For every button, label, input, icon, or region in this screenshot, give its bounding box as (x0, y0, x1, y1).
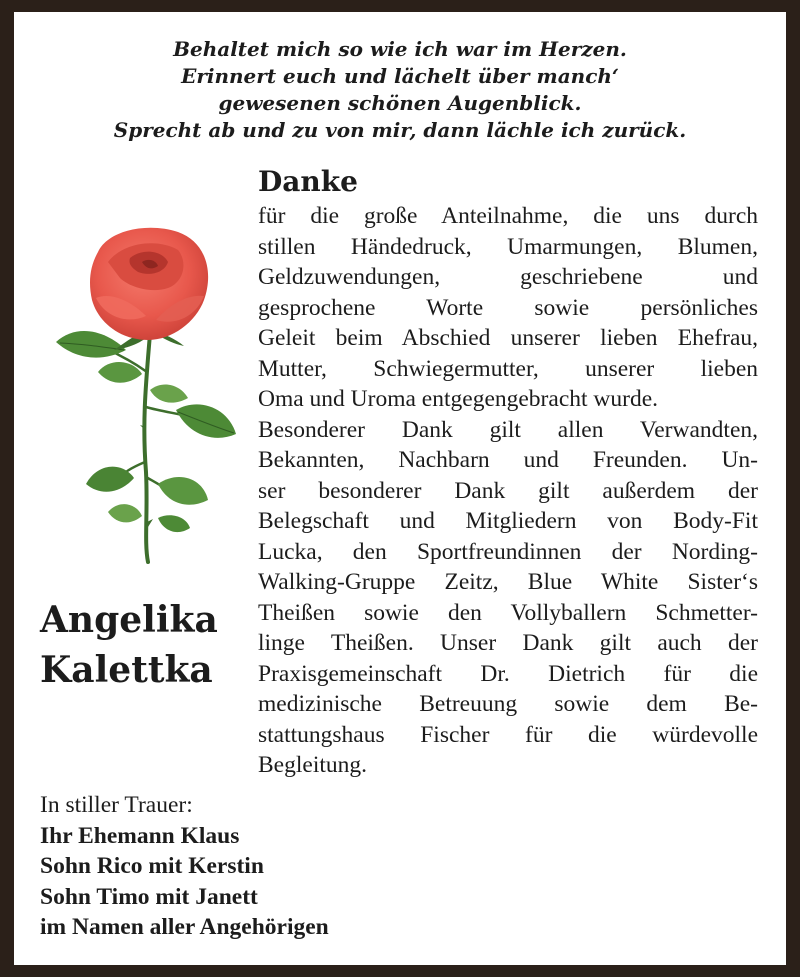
memorial-poem (14, 36, 786, 144)
mourner-name: im Namen aller Angehörigen (40, 914, 329, 940)
deceased-first-name: Angelika (40, 599, 218, 641)
text-line: Praxisgemeinschaft Dr. Dietrich für die (258, 660, 758, 687)
poem-line: gewesenen schönen Augenblick. (218, 91, 582, 115)
text-line: stillen Händedruck, Umarmungen, Blumen, (258, 233, 758, 260)
text-line: Besonderer Dank gilt allen Verwandten, (258, 416, 758, 443)
poem-line: Sprecht ab und zu von mir, dann lächle ich zurück. (113, 118, 687, 142)
text-line: linge Theißen. Unser Dank gilt auch der (258, 630, 758, 656)
text-line: Belegschaft und Mitgliedern von Body-Fit (258, 508, 758, 534)
rose-icon (38, 222, 238, 572)
deceased-last-name: Kalettka (40, 649, 213, 691)
text-line: Theißen sowie den Vollyballern Schmetter- (258, 599, 758, 626)
text-line: gesprochene Worte sowie persönliches (258, 294, 758, 321)
text-line: Oma und Uroma entgegengebracht wurde. (258, 386, 659, 412)
text-line: Bekannten, Nachbarn und Freunden. Un- (258, 447, 758, 473)
text-line: medizinische Betreuung sowie dem Be- (258, 691, 758, 717)
text-line: für die große Anteilnahme, die uns durch (258, 203, 758, 229)
mourners-signoff (40, 790, 540, 943)
signoff-intro: In stiller Trauer: (40, 792, 193, 818)
text-line: stattungshaus Fischer für die würdevolle (258, 721, 758, 748)
text-line: Geleit beim Abschied unserer lieben Ehefrau, (258, 325, 758, 351)
thanks-heading: Danke (258, 165, 358, 198)
mourner-name: Sohn Rico mit Kerstin (40, 853, 264, 879)
poem-line: Behaltet mich so wie ich war im Herzen. (173, 37, 627, 61)
text-line: Begleitung. (258, 752, 367, 778)
deceased-name (40, 595, 250, 695)
text-line: Lucka, den Sportfreundinnen der Nording- (258, 538, 758, 565)
text-line: Geldzuwendungen, geschriebene und (258, 264, 758, 290)
text-line: Walking-Gruppe Zeitz, Blue White Sister‘s (258, 569, 758, 595)
poem-line: Erinnert euch und lächelt über manch‘ (181, 64, 619, 88)
text-line: ser besonderer Dank gilt außerdem der (258, 477, 758, 504)
mourner-name: Sohn Timo mit Janett (40, 883, 258, 910)
thanks-text (258, 201, 758, 781)
text-line: Mutter, Schwiegermutter, unserer lieben (258, 355, 758, 382)
mourner-name: Ihr Ehemann Klaus (40, 822, 240, 849)
